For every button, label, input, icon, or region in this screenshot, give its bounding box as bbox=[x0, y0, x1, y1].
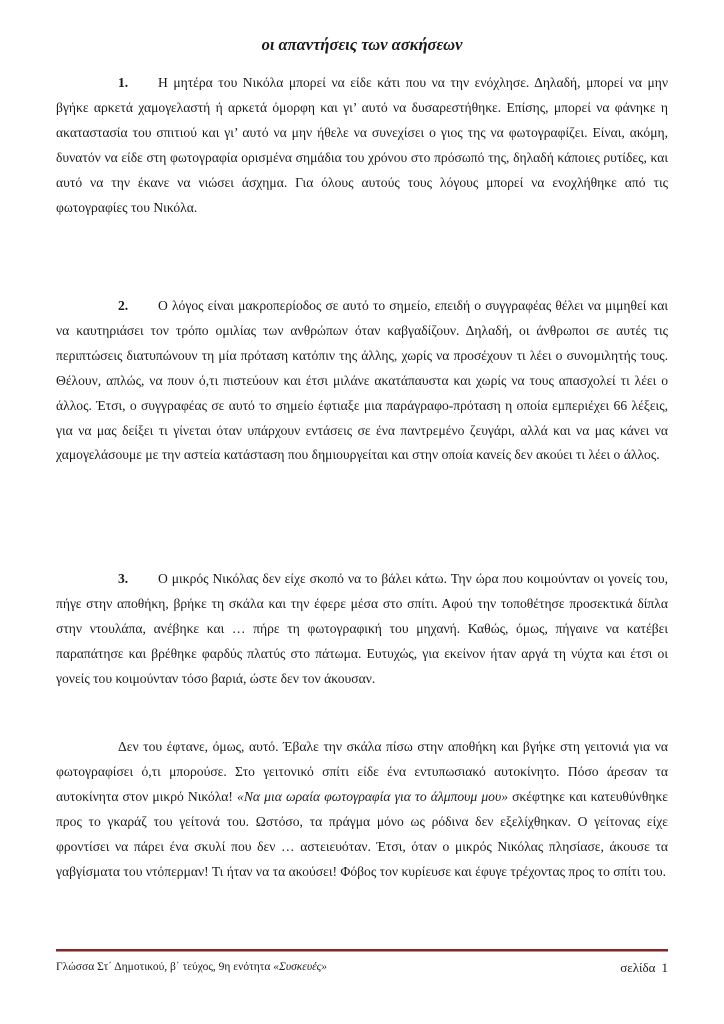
answer-text: Δεν του έφτανε, όμως, αυτό. Έβαλε την σκάλα πίσω στην αποθήκη και βγήκε στη γειτονιά για να φωτογραφίσει ό,τι μπορούσε. Στο γειτονικό σπίτι είδε ένα εντυπωσιακό αυτοκίνητο. Πόσο άρεσαν τα αυτοκίνητα στον μικρό Νικόλα! bbox=[56, 739, 668, 804]
document-page bbox=[56, 0, 668, 1024]
answer-number: 3. bbox=[118, 571, 129, 586]
answer-text: Ο λόγος είναι μακροπερίοδος σε αυτό το σημείο, επειδή ο συγγραφέας θέλει να μιμηθεί και να καυτηριάσει τον τρόπο ομιλίας των ανθρώπων όταν καβγαδίζουν. Δηλαδή, οι άνθρωποι σε αυτές τις περιπτώσεις διατυπώνουν τη μία πρόταση κατόπιν της άλλης, χωρίς να προσέχουν τι λέει ο συνομιλητής τους. Θέλουν, απλώς, να πουν ό,τι πιστεύουν και έτσι μιλάνε ακατάπαυστα και χωρίς να τους απασχολεί τι λέει ο άλλος. Έτσι, ο συγγραφέας σε αυτό το σημείο έφτιαξε μια παράγραφο-πρόταση η οποία εμπεριέχει 66 λέξεις, για να μας δείξει τι γίνεται όταν υπάρχουν εντάσεις σε ένα παντρεμένο ζευγάρι, αλλά και να μας κάνει να χαμογελάσουμε με την αστεία κατάσταση που δημιουργείται και στην οποία κανείς δεν ακούει τι λέει ο άλλος. bbox=[56, 298, 668, 463]
footer-unit-title: «Συσκευές» bbox=[273, 961, 328, 973]
answer-number: 1. bbox=[118, 75, 129, 90]
answer-paragraph-3 bbox=[56, 567, 668, 692]
answer-paragraph-1 bbox=[56, 71, 668, 220]
quoted-thought: «Να μια ωραία φωτογραφία για το άλμπουμ μου» bbox=[237, 788, 508, 804]
footer-course-text: Γλώσσα Στ΄ Δημοτικού, β΄ τεύχος, 9η ενότητα bbox=[56, 961, 274, 973]
page-label: σελίδα bbox=[620, 960, 656, 975]
page-title: οι απαντήσεις των ασκήσεων bbox=[261, 35, 463, 54]
answer-number: 2. bbox=[118, 298, 129, 313]
page-number-block bbox=[620, 960, 668, 976]
answer-text: σκέφτηκε και κατευθύνθηκε προς το γκαράζ του γείτονά του. Ωστόσο, τα πράγμα μόνο ως ρόδινα δεν εξελίχθηκαν. Ο γείτονας είχε φροντίσει να πάρει ένα σκυλί που δεν … αστειευόταν. Έτσι, όταν ο μικρός Νικόλας πλησίασε, άκουσε τα γαβγίσματα του ντόπερμαν! Τι ήταν να τα ακούσει! Φόβος τον κυρίευσε και έφυγε τρέχοντας προς το σπίτι του. bbox=[56, 788, 668, 879]
footer-divider bbox=[56, 949, 668, 952]
footer-course-info bbox=[56, 961, 327, 973]
answer-text: Ο μικρός Νικόλας δεν είχε σκοπό να το βάλει κάτω. Την ώρα που κοιμούνταν οι γονείς του, πήγε στην αποθήκη, βρήκε τη σκάλα και την έφερε μέσα στο σπίτι. Αφού την τοποθέτησε προσεκτικά δίπλα στην ντουλάπα, ανέβηκε και … πήρε τη φωτογραφική του μηχανή. Καθώς, όμως, πήγαινε να κατέβει παραπάτησε και βρέθηκε φαρδύς πλατύς στο πάτωμα. Ευτυχώς, για εκείνον ήταν αργά τη νύχτα και έτσι οι γονείς του κοιμούνταν τόσο βαριά, ώστε δεν τον άκουσαν. bbox=[56, 571, 668, 686]
answer-paragraph-3-continued bbox=[56, 735, 668, 884]
answer-text: Η μητέρα του Νικόλα μπορεί να είδε κάτι που να την ενόχλησε. Δηλαδή, μπορεί να μην βγήκε αρκετά χαμογελαστή ή αρκετά όμορφη και γι’ αυτό να δυσαρεστήθηκε. Επίσης, μπορεί να φάνηκε η ακαταστασία του σπιτιού και γι’ αυτό να μην ήθελε να συνεχίσει ο γιος της να φωτογραφίζει. Είναι, ακόμη, δυνατόν να είδε στη φωτογραφία ορισμένα σημάδια του χρόνου στο πρόσωπό της, δηλαδή κάποιες ρυτίδες, και αυτό να την έκανε να νιώσει άσχημα. Για όλους αυτούς τους λόγους μπορεί να ενοχλήθηκε από τις φωτογραφίες του Νικόλα. bbox=[56, 75, 668, 215]
page-number: 1 bbox=[661, 960, 668, 975]
answer-paragraph-2 bbox=[56, 294, 668, 468]
